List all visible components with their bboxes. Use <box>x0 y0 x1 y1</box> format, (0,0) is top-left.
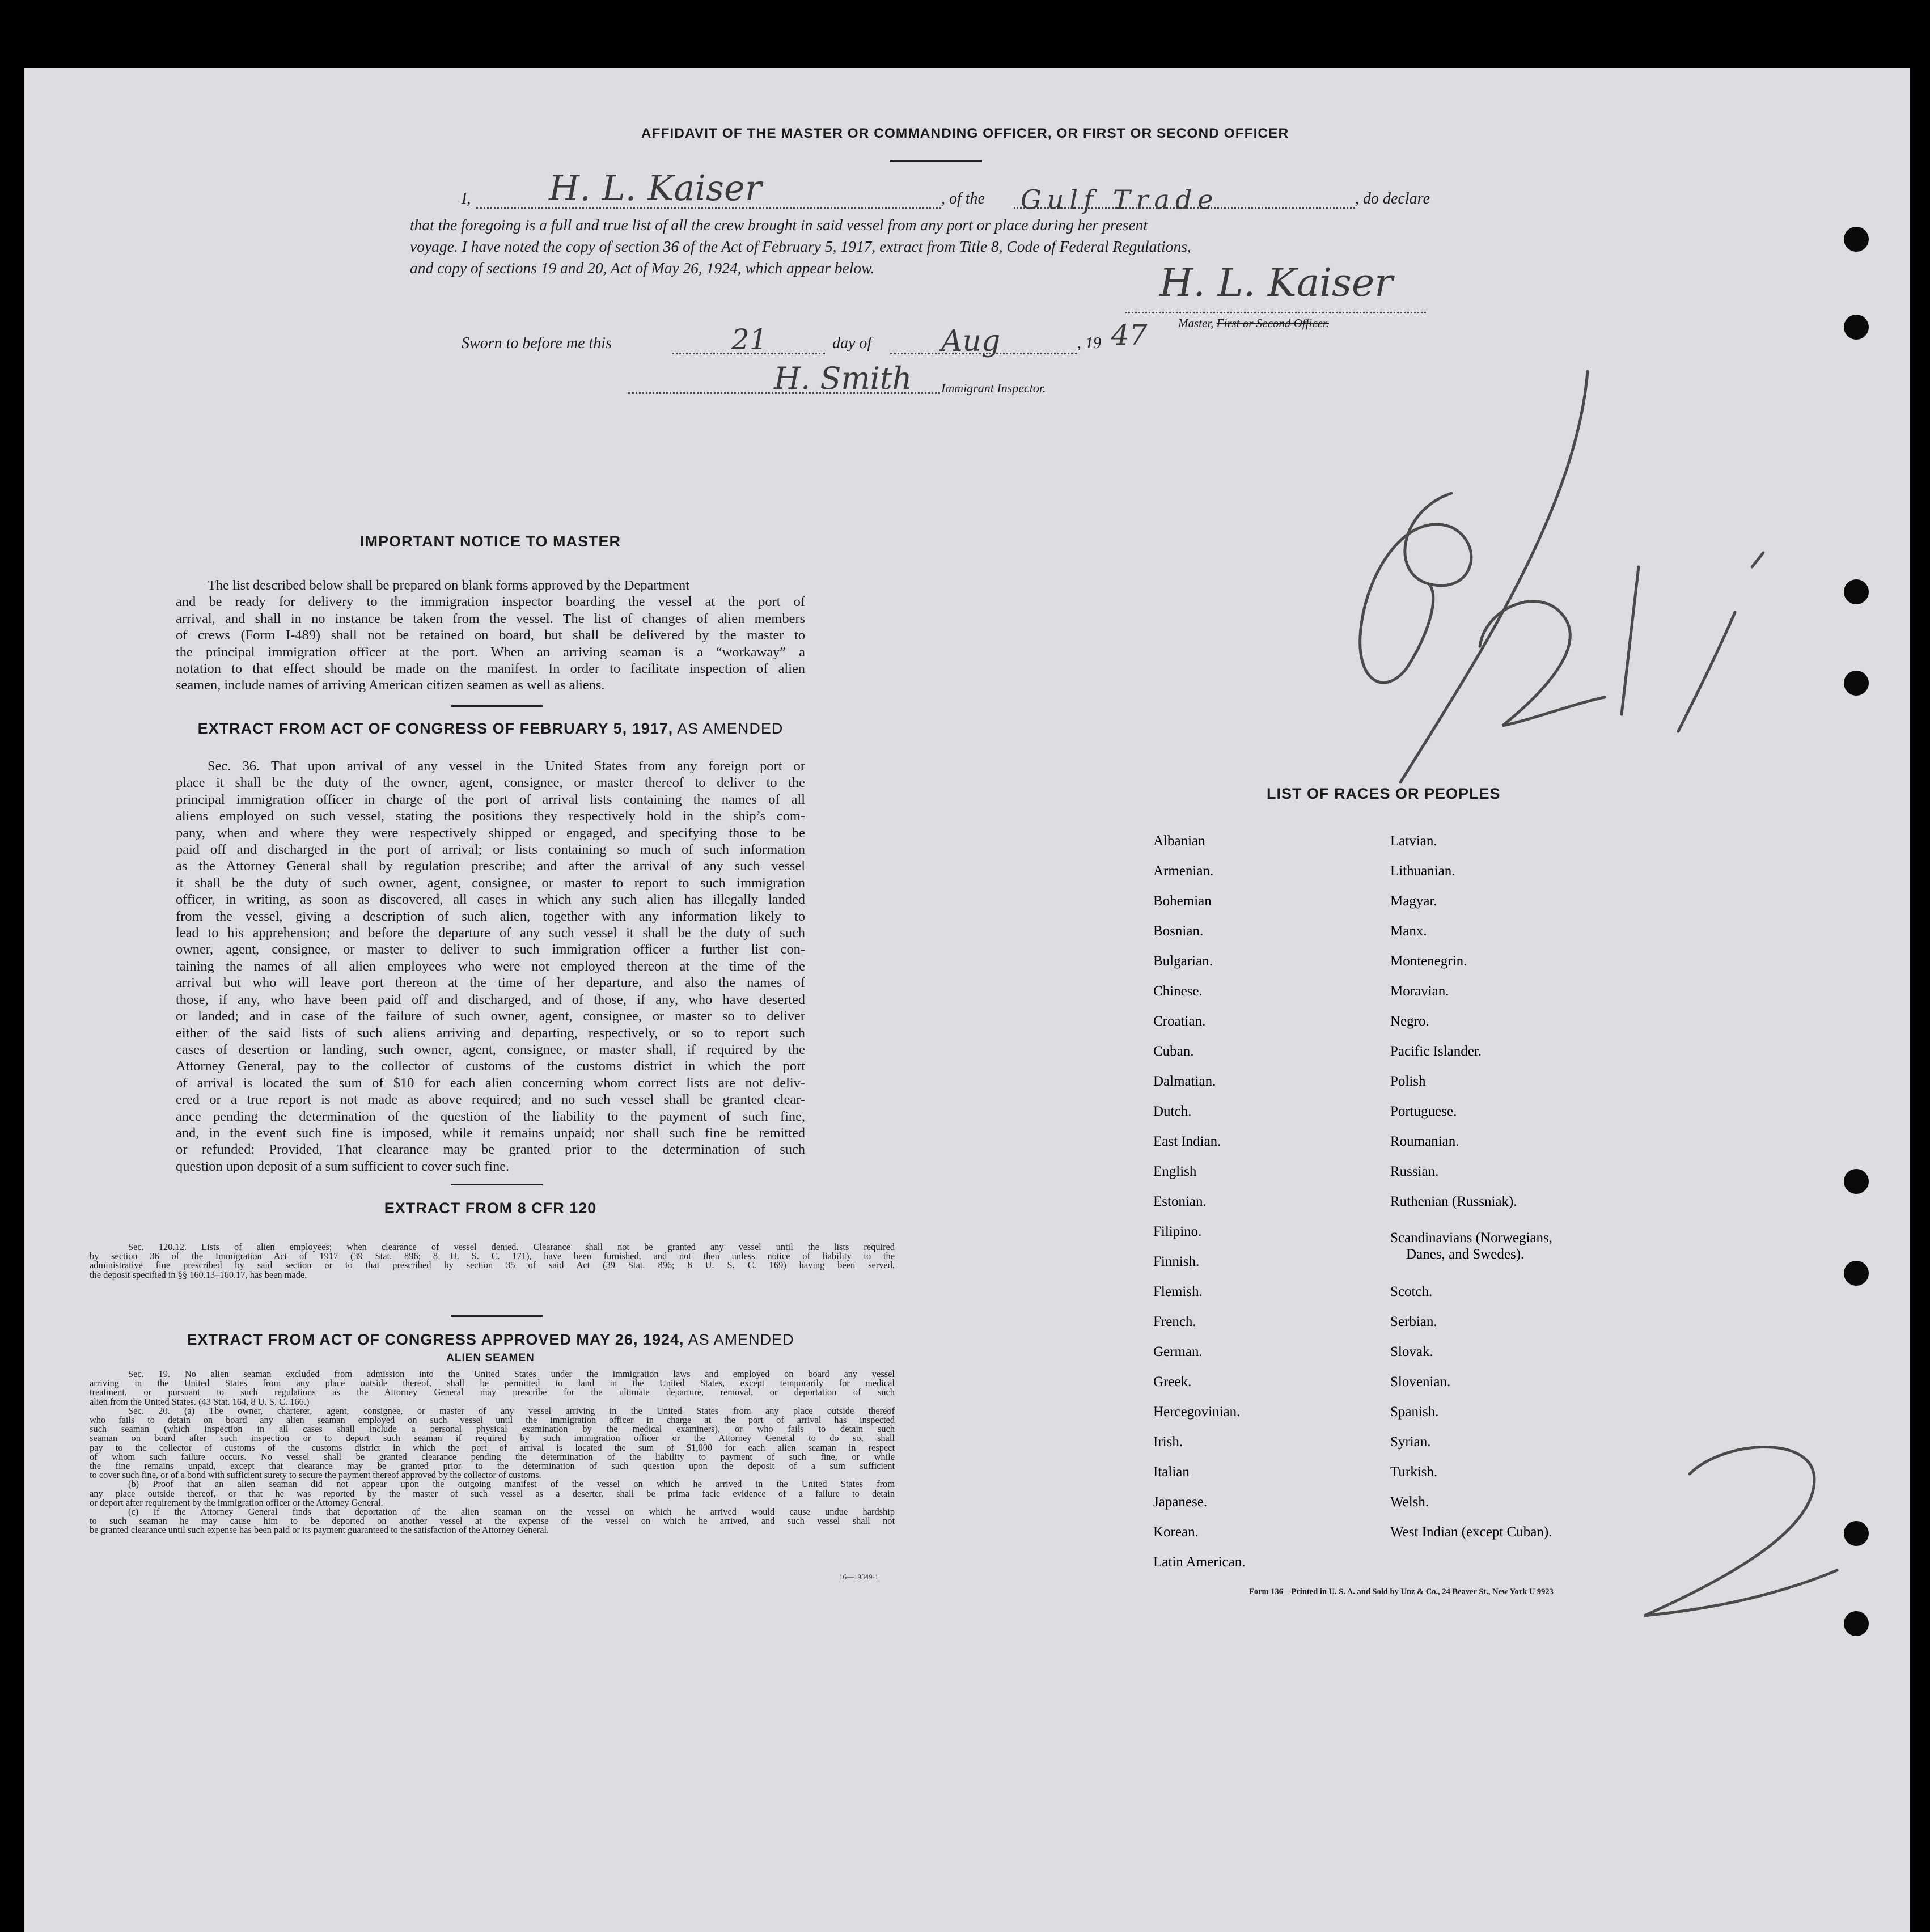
act-1917-title-bold: EXTRACT FROM ACT OF CONGRESS OF FEBRUARY 5, 1917, <box>197 720 674 737</box>
race-item: Irish. <box>1153 1434 1183 1450</box>
year-prefix: , 19 <box>1077 334 1101 352</box>
act-1924-line: who fails to detain on board any alien seaman employed on such vessel until the immigration officer in charge at the port of arrival has inspected <box>90 1414 895 1426</box>
race-item: Portuguese. <box>1390 1104 1457 1119</box>
act-1917-line: principal immigration officer in charge of the port of arrival lists containing the names of all <box>176 791 805 807</box>
race-item: Bosnian. <box>1153 923 1204 939</box>
cfr-line: Sec. 120.12. Lists of alien employees; when clearance of vessel denied. Clearance shall not be granted any vessel until the lists required <box>128 1242 895 1252</box>
act-1924-line: pay to the collector of customs of the customs district in which the port of arrival is located the sum of $1,000 for each alien seaman in respect <box>90 1442 895 1453</box>
act-1924-line: (b) Proof that an alien seaman did not appear upon the outgoing manifest of the vessel on which he arrived in the United States from <box>128 1478 895 1490</box>
sworn-label: Sworn to before me this <box>462 334 612 352</box>
act-1917-line: those, if any, who have been paid off and discharged, and of those, if any, who have deserted <box>176 992 805 1007</box>
race-item: Korean. <box>1153 1524 1199 1540</box>
race-item: Dutch. <box>1153 1104 1192 1119</box>
race-item: Manx. <box>1390 923 1427 939</box>
cfr-line: by section 36 of the Immigration Act of 1917 (39 Stat. 896; 8 U. S. C. 171), have been furnished, and not then unless notice of liability to the <box>90 1251 895 1262</box>
act-1924-line: to such seaman he may cause him to be deported on another vessel at the expense of the vessel on which he arrived, and such vessel shall not <box>90 1515 895 1527</box>
race-item: Scotch. <box>1390 1284 1433 1299</box>
month-handwritten: Aug <box>941 324 1001 358</box>
page-number-mark <box>1644 1447 1837 1616</box>
race-item: Syrian. <box>1390 1434 1431 1450</box>
act-1917-line: aliens employed on such vessel, stating the positions they respectively hold in the ship’s com- <box>176 808 805 824</box>
act-1924-line: seaman on board after such inspection or to deport such seaman if required by such immigration officer or the Attorney General to do so, shall <box>90 1433 895 1444</box>
race-item: French. <box>1153 1314 1196 1329</box>
act-1924-line: (c) If the Attorney General finds that deportation of the alien seaman on the vessel on which he arrived would cause undue hardship <box>128 1506 895 1518</box>
master-caption-text: Master, <box>1178 316 1217 330</box>
race-item: Ruthenian (Russniak). <box>1390 1194 1517 1209</box>
act-1924-line: any place outside thereof, or that he was reported by the master of such vessel as a deserter, shall be prima facie evidence of a failure to detain <box>90 1488 895 1499</box>
race-item: Filipino. <box>1153 1224 1202 1239</box>
affidavit-i-label: I, <box>462 190 471 207</box>
day-of-label: day of <box>832 334 872 352</box>
race-item: Chinese. <box>1153 984 1203 999</box>
act-1917-line: and, in the event such fine is imposed, while it remains unpaid; nor shall such fine be remitted <box>176 1125 805 1141</box>
struck-officer-caption: First or Second Officer. <box>1216 316 1329 330</box>
race-item: Montenegrin. <box>1390 954 1467 969</box>
race-item: Latvian. <box>1390 833 1437 849</box>
act-1924-line: arriving in the United States from any place outside thereof, shall be permitted to land in the United States, except temporarily for medical <box>90 1378 895 1389</box>
alien-seamen-subtitle: ALIEN SEAMEN <box>446 1352 535 1364</box>
affidavit-body-line: and copy of sections 19 and 20, Act of May 26, 1924, which appear below. <box>410 259 875 277</box>
act-1917-line: place it shall be the duty of the owner, agent, consignee, or master thereof to deliver to the <box>176 775 805 791</box>
act-1917-line: either of the said lists of such aliens arriving and departing, respectively, or so to report such <box>176 1025 805 1041</box>
race-item: East Indian. <box>1153 1134 1221 1149</box>
race-item: Finnish. <box>1153 1254 1200 1269</box>
inspector-signature: H. Smith <box>774 361 912 396</box>
race-item: Latin American. <box>1153 1554 1246 1570</box>
notice-title: IMPORTANT NOTICE TO MASTER <box>360 533 621 550</box>
race-item: Lithuanian. <box>1390 863 1455 879</box>
cfr-line: administrative fine prescribed by said section or to that prescribed by section 35 of said Act (39 Stat. 896; 8 U. S. C. 169) having been served, <box>90 1260 895 1271</box>
race-item: Estonian. <box>1153 1194 1207 1209</box>
act-1917-line: question upon deposit of a sum sufficient to cover such fine. <box>176 1158 510 1174</box>
race-item: Roumanian. <box>1390 1134 1459 1149</box>
race-item: Negro. <box>1390 1014 1429 1029</box>
act-1917-line: from the vessel, giving a description of such alien, together with any information likely to <box>176 908 805 924</box>
notice-line: seamen, include names of arriving American citizen seamen as well as aliens. <box>176 677 605 693</box>
race-item: Russian. <box>1390 1164 1439 1179</box>
race-item: West Indian (except Cuban). <box>1390 1524 1552 1540</box>
act-1917-line: ered or a true report is not made as above required; and no such vessel shall be granted clear- <box>176 1092 805 1108</box>
do-declare-label: , do declare <box>1355 190 1430 207</box>
notice-line: notation to that effect should be made on the manifest. In order to facilitate inspection of alien <box>176 661 805 677</box>
handwritten-date-mark <box>1360 371 1763 782</box>
act-1924-title-bold: EXTRACT FROM ACT OF CONGRESS APPROVED MAY 26, 1924, <box>187 1331 684 1348</box>
act-1917-line: or refunded: Provided, That clearance may be granted prior to the determination of such <box>176 1142 805 1158</box>
act-1924-line: to cover such fine, or of a bond with sufficient surety to secure the payment thereof approved by the collector of customs. <box>90 1469 541 1481</box>
act-1917-line: pany, when and where they were respectively shipped or engaged, and specifying those to be <box>176 825 805 841</box>
year-handwritten: 47 <box>1111 319 1148 351</box>
act-1924-line: be granted clearance until such expense has been paid or its payment guaranteed to the satisfaction of the Attorney General. <box>90 1524 549 1536</box>
race-item: Armenian. <box>1153 863 1214 879</box>
act-1924-title-rest: AS AMENDED <box>684 1331 794 1348</box>
act-1917-line: Attorney General, pay to the collector of customs of the customs district in which the port <box>176 1058 805 1074</box>
cfr-line: the deposit specified in §§ 160.13–160.17, has been made. <box>90 1269 307 1280</box>
race-item: Danes, and Swedes). <box>1406 1247 1525 1262</box>
race-item: Spanish. <box>1390 1404 1439 1420</box>
act-1917-line: paid off and discharged in the port of arrival; or lists containing so much of such information <box>176 842 805 858</box>
race-item: Flemish. <box>1153 1284 1203 1299</box>
master-signature: H. L. Kaiser <box>1159 261 1393 306</box>
race-item: Pacific Islander. <box>1390 1044 1482 1059</box>
race-item: Magyar. <box>1390 893 1437 909</box>
notice-line: the principal immigration officer at the port. When an arriving seaman is a “workaway” a <box>176 644 805 660</box>
act-1917-line: or landed; and in case of the failure of such owner, agent, consignee, or master so to deliver <box>176 1009 805 1024</box>
act-1917-line: taining the names of all alien employees who were not employed thereon at the time of the <box>176 958 805 974</box>
act-1924-footer-code: 16—19349-1 <box>839 1573 879 1581</box>
act-1917-title-rest: AS AMENDED <box>673 720 784 737</box>
race-item: Italian <box>1153 1464 1190 1480</box>
race-item: Hercegovinian. <box>1153 1404 1241 1420</box>
race-item: Croatian. <box>1153 1014 1206 1029</box>
race-item: Serbian. <box>1390 1314 1437 1329</box>
inspector-label: Immigrant Inspector. <box>941 381 1046 395</box>
race-item: Bulgarian. <box>1153 954 1213 969</box>
act-1917-line: owner, agent, consignee, or master to deliver to such immigration officer a further list con- <box>176 942 805 957</box>
act-1917-line: officer, in writing, as soon as discovered, all cases in which any such alien has illegally landed <box>176 892 805 908</box>
race-item: Slovak. <box>1390 1344 1433 1359</box>
affidavit-title: AFFIDAVIT OF THE MASTER OR COMMANDING OFFICER, OR FIRST OR SECOND OFFICER <box>641 126 1289 141</box>
act-1924-line: the fine remains unpaid, except that clearance may be granted prior to the determination of such question upon the deposit of a sum sufficient <box>90 1460 895 1472</box>
race-item: Scandinavians (Norwegians, <box>1390 1230 1553 1245</box>
act-1917-line: lead to his apprehension; and before the departure of any such vessel it shall be the duty of such <box>176 925 805 941</box>
act-1917-line: as the Attorney General shall by regulation prescribe; and after the arrival of any such vessel <box>176 858 805 874</box>
race-item: Dalmatian. <box>1153 1074 1216 1089</box>
form-footer: Form 136—Printed in U. S. A. and Sold by Unz & Co., 24 Beaver St., New York U 9923 <box>1249 1587 1554 1596</box>
race-item: English <box>1153 1164 1197 1179</box>
act-1917-line: of arrival is located the sum of $10 for each alien concerning whom correct lists are not deliv- <box>176 1075 805 1091</box>
master-name-handwritten: H. L. Kaiser <box>549 167 762 209</box>
day-handwritten: 21 <box>731 323 768 356</box>
act-1924-line: Sec. 19. No alien seaman excluded from admission into the United States under the immigration laws and employed on board any vessel <box>128 1368 895 1379</box>
race-item: Welsh. <box>1390 1494 1429 1510</box>
notice-line: and be ready for delivery to the immigration inspector boarding the vessel at the port of <box>176 594 805 610</box>
affidavit-body-line: voyage. I have noted the copy of section 36 of the Act of February 5, 1917, extract from Title 8, Code of Federal Regulations, <box>410 238 1191 255</box>
race-item: Albanian <box>1153 833 1205 849</box>
notice-line: arrival, and shall in no instance be taken from the vessel. The list of changes of alien members <box>176 611 805 626</box>
vessel-name-handwritten: Gulf Trade <box>1021 184 1219 215</box>
cfr-title: EXTRACT FROM 8 CFR 120 <box>384 1200 597 1217</box>
race-item: Polish <box>1390 1074 1426 1089</box>
act-1924-line: alien from the United States. (43 Stat. 164, 8 U. S. C. 166.) <box>90 1396 310 1407</box>
notice-line: The list described below shall be prepared on blank forms approved by the Department <box>208 578 690 593</box>
act-1924-line: such seaman (which inspection in all cases shall include a personal physical examination by the medical examiners), or who fails to detain such <box>90 1423 895 1435</box>
act-1917-line: arrival but who will leave port thereon at the time of her departure, and also the names of <box>176 975 805 991</box>
act-1924-line: treatment, or pursuant to such regulations as the Attorney General may prescribe for the ultimate departure, removal, or deportation of such <box>90 1387 895 1398</box>
race-item: Turkish. <box>1390 1464 1438 1480</box>
race-item: Moravian. <box>1390 984 1449 999</box>
act-1917-line: ance pending the determination of the question of the liability to the payment of such fine, <box>176 1108 805 1124</box>
notice-line: of crews (Form I-489) shall not be retained on board, but shall be delivered by the master to <box>176 628 805 643</box>
act-1924-line: Sec. 20. (a) The owner, charterer, agent, consignee, or master of any vessel arriving in the United States from any place outside thereof <box>128 1405 895 1416</box>
act-1917-line: Sec. 36. That upon arrival of any vessel in the United States from any foreign port or <box>208 759 805 774</box>
affidavit-body-line: that the foregoing is a full and true list of all the crew brought in said vessel from any port or place during her present <box>410 216 1148 234</box>
race-item: German. <box>1153 1344 1203 1359</box>
race-item: Bohemian <box>1153 893 1212 909</box>
act-1924-line: or deport after requirement by the immigration officer or the Attorney General. <box>90 1497 383 1508</box>
act-1917-line: cases of desertion or landing, such owner, agent, consignee, or master shall, if required by the <box>176 1041 805 1057</box>
race-item: Cuban. <box>1153 1044 1194 1059</box>
race-item: Greek. <box>1153 1374 1192 1389</box>
act-1917-line: it shall be the duty of such owner, agent, consignee, or master to report to such immigration <box>176 875 805 891</box>
race-item: Japanese. <box>1153 1494 1208 1510</box>
of-the-label: , of the <box>941 190 985 207</box>
race-item: Slovenian. <box>1390 1374 1451 1389</box>
act-1924-line: of whom such failure occurs. No vessel shall be granted clearance pending the determination of the liability to payment of such fine, or while <box>90 1451 895 1462</box>
races-title: LIST OF RACES OR PEOPLES <box>1267 785 1501 802</box>
